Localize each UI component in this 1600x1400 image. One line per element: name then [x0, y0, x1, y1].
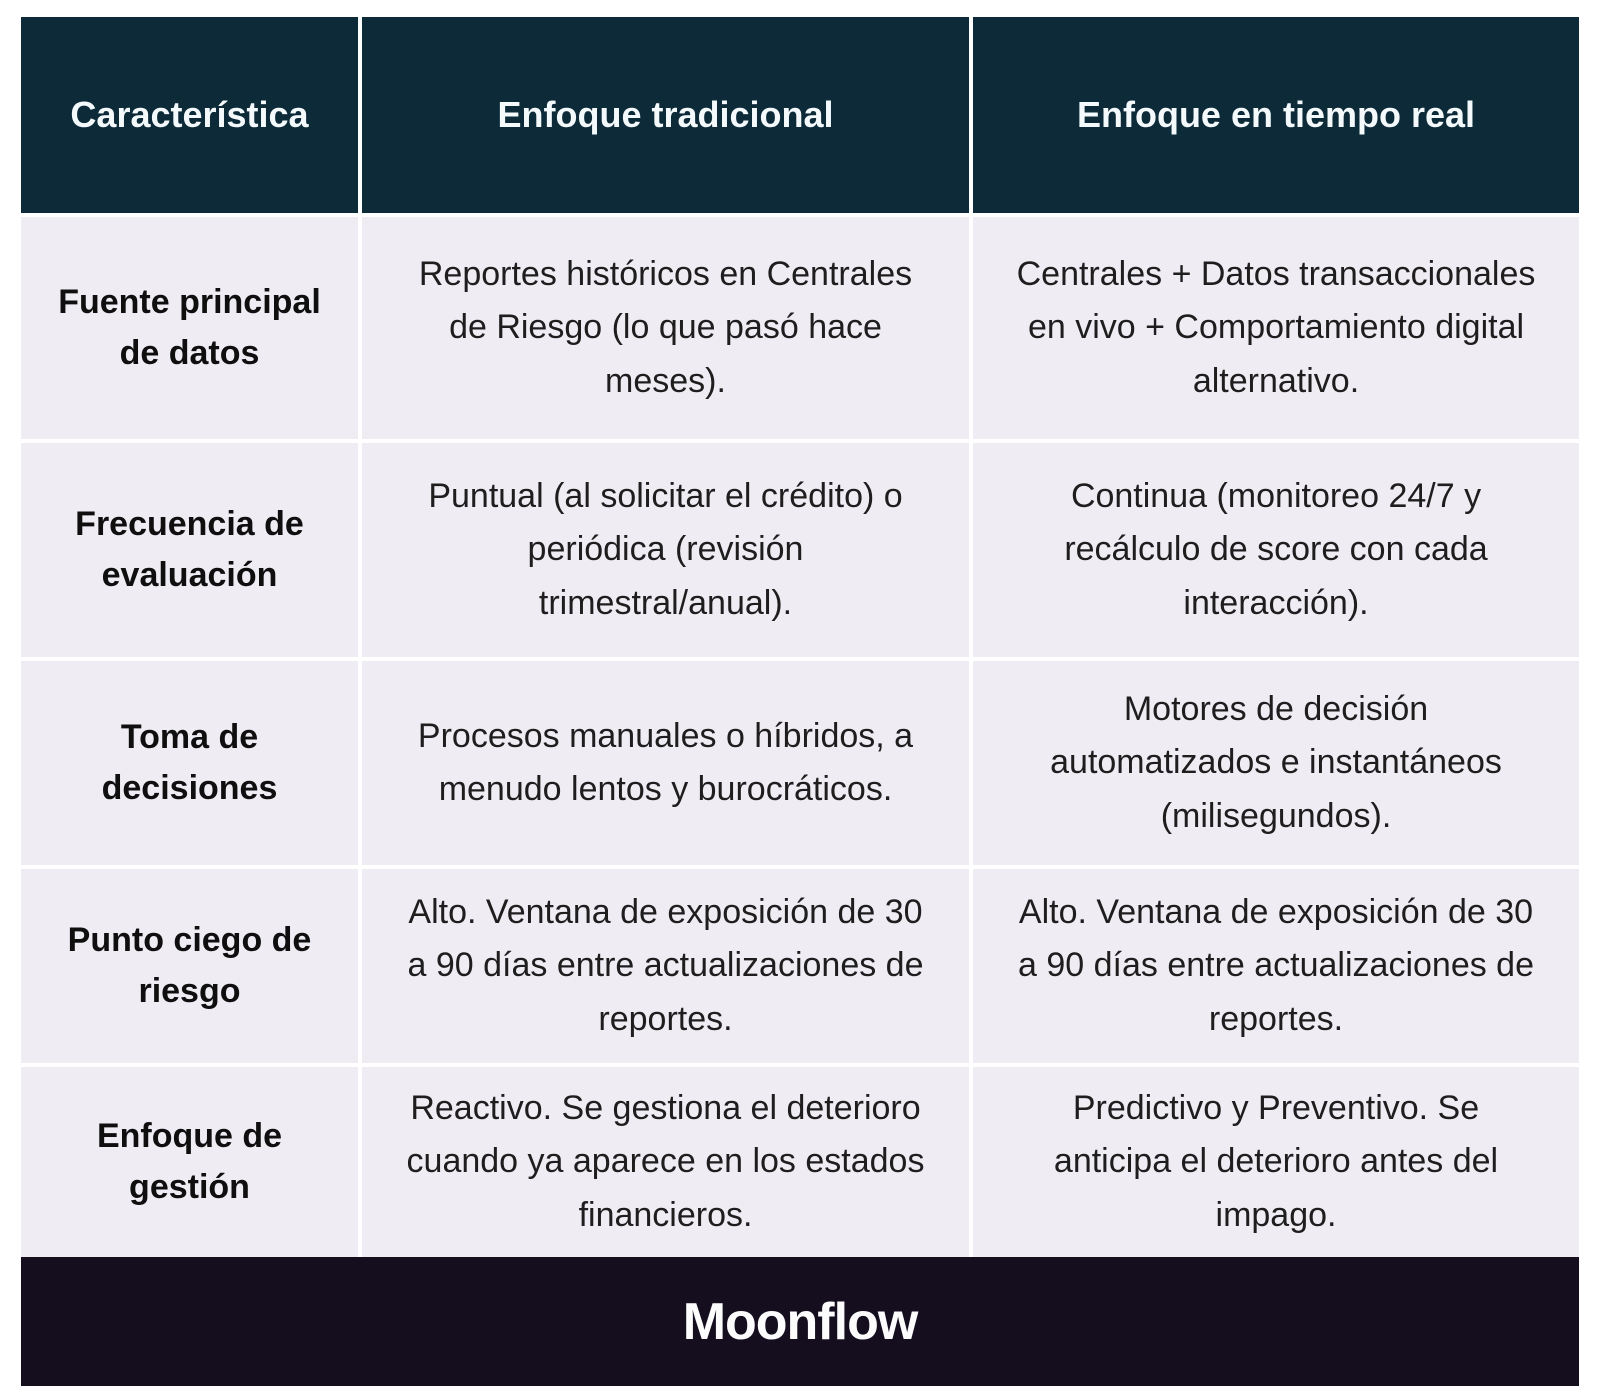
row-traditional-cell — [362, 1067, 969, 1257]
cell-text: Punto ciego de riesgo — [67, 921, 312, 1010]
row-feature-cell — [21, 1067, 358, 1257]
cell-text: Puntual (al solicitar el crédito) o periódica (revisión trimestral/anual). — [428, 477, 903, 622]
cell-text: Procesos manuales o híbridos, a menudo lentos y burocráticos. — [417, 716, 914, 808]
cell-text: Reactivo. Se gestiona el deterioro cuando ya aparece en los estados financieros. — [406, 1089, 925, 1234]
cell-text: Reportes históricos en Centrales de Riesgo (lo que pasó hace meses). — [418, 255, 913, 400]
cell-text: Frecuencia de evaluación — [75, 505, 304, 594]
footer-bar — [21, 1257, 1579, 1386]
header-cell-caracteristica — [21, 17, 358, 213]
row-traditional-cell — [362, 661, 969, 865]
comparison-table — [21, 17, 1579, 1257]
row-feature-cell — [21, 217, 358, 439]
header-cell-enfoque-tradicional — [362, 17, 969, 213]
row-feature-cell — [21, 869, 358, 1063]
cell-text: Alto. Ventana de exposición de 30 a 90 días entre actualizaciones de reportes. — [1017, 893, 1534, 1038]
header-label: Característica — [70, 94, 309, 135]
header-label: Enfoque tradicional — [497, 94, 834, 135]
row-traditional-cell — [362, 217, 969, 439]
moonflow-logo: Moonflow — [682, 1292, 918, 1351]
row-feature-cell — [21, 443, 358, 657]
row-realtime-cell — [973, 1067, 1579, 1257]
cell-text: Toma de decisiones — [101, 718, 278, 807]
row-feature-cell — [21, 661, 358, 865]
row-realtime-cell — [973, 869, 1579, 1063]
cell-text: Enfoque de gestión — [96, 1117, 283, 1206]
cell-text: Motores de decisión automatizados e instantáneos (milisegundos). — [1050, 690, 1502, 835]
header-cell-enfoque-tiempo-real — [973, 17, 1579, 213]
row-realtime-cell — [973, 217, 1579, 439]
row-realtime-cell — [973, 661, 1579, 865]
header-label: Enfoque en tiempo real — [1076, 94, 1476, 135]
cell-text: Centrales + Datos transaccionales en vivo + Comportamiento digital alternativo. — [1016, 255, 1536, 400]
cell-text: Predictivo y Preventivo. Se anticipa el deterioro antes del impago. — [1053, 1089, 1499, 1234]
row-realtime-cell — [973, 443, 1579, 657]
cell-text: Fuente principal de datos — [58, 283, 321, 372]
row-traditional-cell — [362, 869, 969, 1063]
cell-text: Continua (monitoreo 24/7 y recálculo de score con cada interacción). — [1064, 477, 1488, 622]
cell-text: Alto. Ventana de exposición de 30 a 90 días entre actualizaciones de reportes. — [407, 893, 924, 1038]
row-traditional-cell — [362, 443, 969, 657]
